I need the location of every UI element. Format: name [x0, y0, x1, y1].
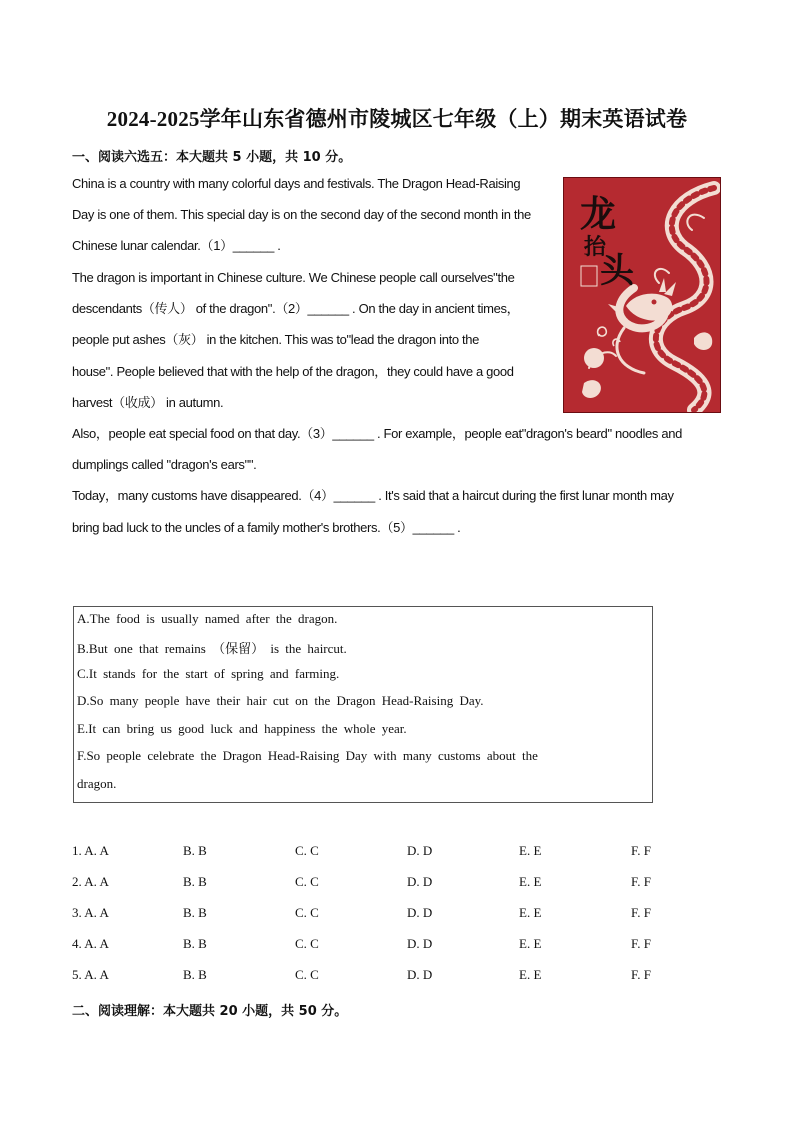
page-title: 2024-2025学年山东省德州市陵城区七年级（上）期末英语试卷	[106, 107, 688, 131]
question-number: 5. A. A	[72, 967, 109, 982]
question-number: 4. A. A	[72, 936, 109, 951]
question-number: 2. A. A	[72, 874, 109, 889]
choice-f[interactable]: F. F	[631, 936, 651, 951]
choice-e[interactable]: E. E	[519, 874, 542, 889]
passage-line: China is a country with many colorful days and festivals. The Dragon Head-Raising	[72, 176, 521, 191]
option-b: B.But one that remains （保留） is the haircut.	[77, 641, 347, 656]
answer-row-5	[72, 967, 672, 987]
answer-row-4	[72, 936, 672, 956]
choice-f[interactable]: F. F	[631, 874, 651, 889]
choice-c[interactable]: C. C	[295, 936, 319, 951]
choice-b[interactable]: B. B	[183, 874, 207, 889]
passage-line: harvest（收成） in autumn.	[72, 395, 224, 410]
option-a: A.The food is usually named after the dragon.	[77, 611, 338, 626]
calligraphy-tou: 头	[600, 251, 634, 291]
option-d: D.So many people have their hair cut on the Dragon Head-Raising Day.	[77, 693, 484, 708]
choice-f[interactable]: F. F	[631, 967, 651, 982]
passage-line: The dragon is important in Chinese culture. We Chinese people call ourselves"the	[72, 270, 515, 285]
choice-d[interactable]: D. D	[407, 936, 433, 951]
question-number: 3. A. A	[72, 905, 109, 920]
option-e: E.It can bring us good luck and happiness the whole year.	[77, 721, 407, 736]
choice-e[interactable]: E. E	[519, 936, 542, 951]
choice-c[interactable]: C. C	[295, 843, 319, 858]
passage-line: dumplings called "dragon's ears"".	[72, 457, 257, 472]
choice-d[interactable]: D. D	[407, 874, 433, 889]
option-c: C.It stands for the start of spring and farming.	[77, 666, 340, 681]
calligraphy-long: 龙	[580, 193, 617, 235]
choice-f[interactable]: F. F	[631, 905, 651, 920]
choice-b[interactable]: B. B	[183, 967, 207, 982]
passage-line: people put ashes（灰） in the kitchen. This was to"lead the dragon into the	[72, 332, 479, 347]
passage-line: Today，many customs have disappeared.（4）______ . It's said that a haircut during the first lunar month may	[72, 488, 674, 503]
section-heading-cloze: 一、阅读六选五：本大题共 5 小题，共 10 分。	[72, 150, 352, 165]
passage-line: Also，people eat special food on that day.（3）______ . For example，people eat"dragon's beard" noodles and	[72, 426, 682, 441]
choice-b[interactable]: B. B	[183, 905, 207, 920]
choice-d[interactable]: D. D	[407, 967, 433, 982]
passage-line: descendants（传人） of the dragon".（2）______ . On the day in ancient times，	[72, 301, 520, 316]
choice-c[interactable]: C. C	[295, 967, 319, 982]
calligraphy-tai: 抬	[584, 234, 607, 260]
choice-c[interactable]: C. C	[295, 874, 319, 889]
choice-f[interactable]: F. F	[631, 843, 651, 858]
option-f-continued: dragon.	[77, 776, 117, 791]
choice-b[interactable]: B. B	[183, 843, 207, 858]
answer-row-1	[72, 843, 672, 863]
passage-line: Day is one of them. This special day is on the second day of the second month in the	[72, 207, 531, 222]
choice-d[interactable]: D. D	[407, 843, 433, 858]
choice-b[interactable]: B. B	[183, 936, 207, 951]
choice-e[interactable]: E. E	[519, 843, 542, 858]
section-heading-reading: 二、阅读理解：本大题共 20 小题，共 50 分。	[72, 1004, 348, 1019]
choice-e[interactable]: E. E	[519, 905, 542, 920]
passage-line: bring bad luck to the uncles of a family mother's brothers.（5）______ .	[72, 520, 461, 535]
choice-c[interactable]: C. C	[295, 905, 319, 920]
choice-e[interactable]: E. E	[519, 967, 542, 982]
dragon-illustration-svg	[564, 178, 720, 412]
question-number: 1. A. A	[72, 843, 109, 858]
dragon-head-raising-illustration	[563, 177, 721, 413]
options-box	[73, 606, 653, 803]
option-f: F.So people celebrate the Dragon Head-Raising Day with many customs about the	[77, 748, 538, 763]
answer-row-2	[72, 874, 672, 894]
passage-line: house". People believed that with the help of the dragon，they could have a good	[72, 364, 514, 379]
passage-line: Chinese lunar calendar.（1）______ .	[72, 238, 281, 253]
answer-row-3	[72, 905, 672, 925]
choice-d[interactable]: D. D	[407, 905, 433, 920]
